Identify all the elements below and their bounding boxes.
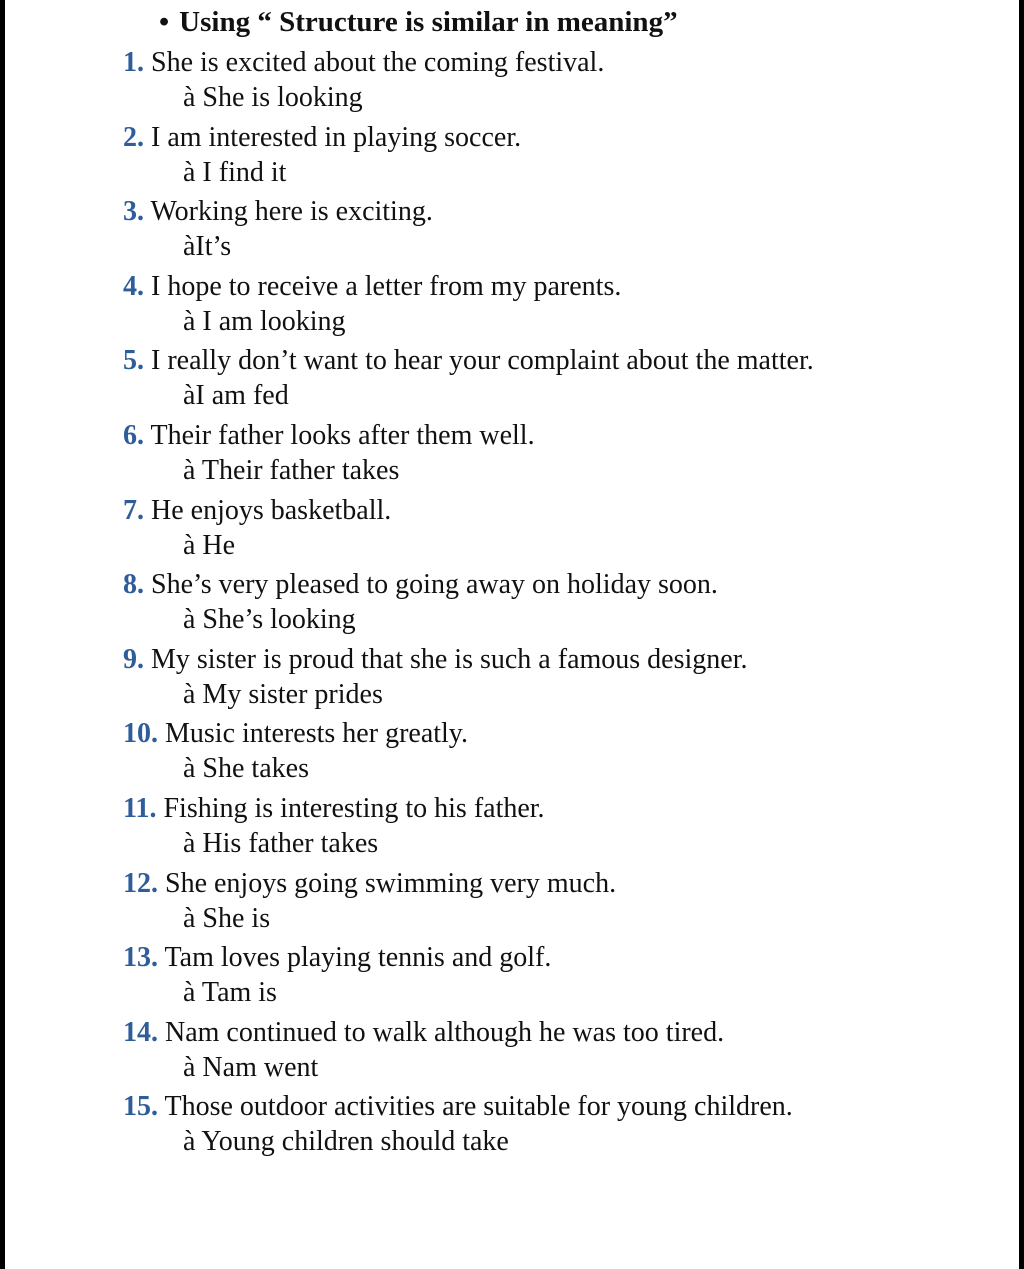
question-text: Those outdoor activities are suitable for young children. bbox=[164, 1091, 793, 1123]
exercise-item-7 bbox=[5, 493, 1019, 568]
exercise-question bbox=[123, 120, 521, 156]
question-text: I am interested in playing soccer. bbox=[151, 121, 522, 153]
worksheet-heading bbox=[159, 6, 678, 39]
exercise-question bbox=[123, 493, 391, 529]
exercise-number: 12. bbox=[123, 867, 158, 899]
exercise-item-13 bbox=[5, 940, 1019, 1015]
exercise-number: 3. bbox=[123, 196, 144, 228]
heading-text: Using “ Structure is similar in meaning” bbox=[179, 6, 678, 38]
exercise-question bbox=[123, 343, 814, 379]
exercise-question bbox=[123, 642, 747, 678]
question-text: Nam continued to walk although he was too tired. bbox=[165, 1016, 725, 1048]
exercise-number: 4. bbox=[123, 270, 144, 302]
exercise-list bbox=[5, 45, 1019, 1164]
exercise-number: 14. bbox=[123, 1016, 158, 1048]
exercise-answer-prompt: àI am fed bbox=[183, 380, 289, 412]
exercise-number: 13. bbox=[123, 942, 158, 974]
exercise-question bbox=[123, 45, 604, 81]
exercise-answer-prompt: à She’s looking bbox=[183, 604, 356, 636]
exercise-answer-prompt: à Young children should take bbox=[183, 1126, 509, 1158]
exercise-number: 6. bbox=[123, 419, 144, 451]
exercise-question bbox=[123, 194, 433, 230]
exercise-number: 1. bbox=[123, 47, 144, 78]
question-text: Tam loves playing tennis and golf. bbox=[164, 942, 552, 974]
exercise-answer-prompt: à Nam went bbox=[183, 1051, 319, 1083]
question-text: She is excited about the coming festival. bbox=[151, 47, 605, 78]
exercise-answer-prompt: à Tam is bbox=[183, 977, 277, 1009]
exercise-item-1 bbox=[5, 45, 1019, 120]
question-text: I really don’t want to hear your complaint about the matter. bbox=[151, 345, 814, 377]
exercise-question bbox=[123, 1015, 724, 1051]
exercise-number: 8. bbox=[123, 569, 144, 601]
exercise-answer-prompt: à Their father takes bbox=[183, 454, 400, 486]
question-text: My sister is proud that she is such a famous designer. bbox=[151, 643, 748, 675]
exercise-item-11 bbox=[5, 791, 1019, 866]
exercise-item-15 bbox=[5, 1089, 1019, 1164]
exercise-number: 5. bbox=[123, 345, 144, 377]
exercise-item-3 bbox=[5, 194, 1019, 269]
exercise-question bbox=[123, 269, 621, 305]
question-text: She enjoys going swimming very much. bbox=[165, 867, 617, 899]
exercise-answer-prompt: àIt’s bbox=[183, 231, 232, 263]
exercise-number: 11. bbox=[123, 792, 157, 824]
exercise-question bbox=[123, 866, 616, 902]
question-text: I hope to receive a letter from my parents. bbox=[151, 270, 622, 302]
exercise-item-9 bbox=[5, 642, 1019, 717]
question-text: Music interests her greatly. bbox=[165, 718, 468, 750]
exercise-question bbox=[123, 791, 545, 827]
exercise-answer-prompt: à I find it bbox=[183, 156, 287, 188]
question-text: Their father looks after them well. bbox=[150, 419, 535, 451]
question-text: Working here is exciting. bbox=[150, 196, 433, 228]
exercise-answer-prompt: à She takes bbox=[183, 753, 309, 785]
exercise-number: 7. bbox=[123, 494, 144, 526]
exercise-answer-prompt: à His father takes bbox=[183, 827, 379, 859]
exercise-item-10 bbox=[5, 716, 1019, 791]
exercise-item-2 bbox=[5, 120, 1019, 195]
exercise-item-12 bbox=[5, 866, 1019, 941]
exercise-number: 2. bbox=[123, 121, 144, 153]
question-text: Fishing is interesting to his father. bbox=[163, 792, 545, 824]
exercise-question bbox=[123, 567, 718, 603]
exercise-answer-prompt: à She is looking bbox=[183, 82, 363, 113]
exercise-item-8 bbox=[5, 567, 1019, 642]
exercise-item-4 bbox=[5, 269, 1019, 344]
exercise-item-6 bbox=[5, 418, 1019, 493]
exercise-number: 9. bbox=[123, 643, 144, 675]
exercise-answer-prompt: à I am looking bbox=[183, 305, 346, 337]
exercise-answer-prompt: à My sister prides bbox=[183, 678, 383, 710]
document-page bbox=[5, 0, 1019, 1269]
exercise-question bbox=[123, 716, 468, 752]
bullet-icon: • bbox=[159, 6, 170, 38]
exercise-question bbox=[123, 940, 551, 976]
exercise-item-5 bbox=[5, 343, 1019, 418]
exercise-answer-prompt: à She is bbox=[183, 902, 271, 934]
exercise-number: 15. bbox=[123, 1091, 158, 1123]
exercise-question bbox=[123, 1089, 793, 1125]
exercise-question bbox=[123, 418, 535, 454]
exercise-answer-prompt: à He bbox=[183, 529, 236, 561]
question-text: She’s very pleased to going away on holiday soon. bbox=[151, 569, 718, 601]
exercise-number: 10. bbox=[123, 718, 158, 750]
question-text: He enjoys basketball. bbox=[151, 494, 392, 526]
exercise-item-14 bbox=[5, 1015, 1019, 1090]
